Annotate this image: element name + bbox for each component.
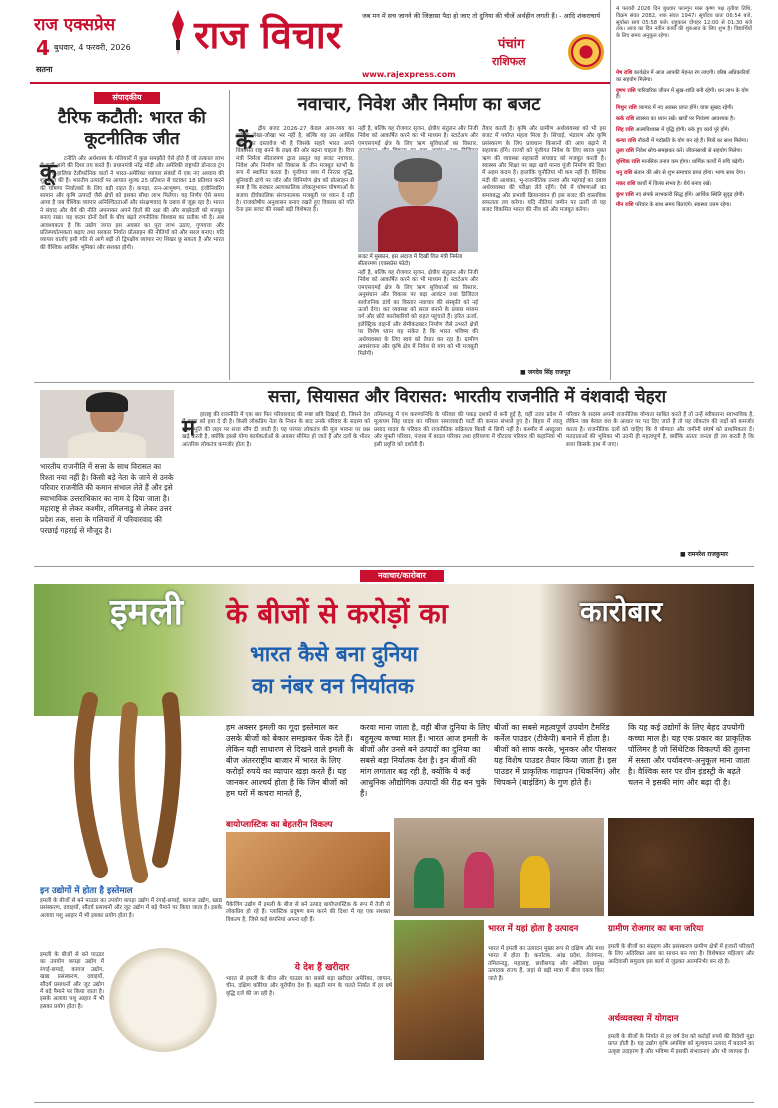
finance-minister-photo (358, 150, 478, 252)
rashifal-item: मिथुन राशि व्यापार में नए अवसर प्राप्त होंगे। यात्रा सुखद रहेगी। (616, 105, 734, 112)
politics-headline: सत्ता, सियासत और विरासत: भारतीय राजनीति में वंशवादी चेहरा (267, 387, 667, 407)
budget-column-2b: नहीं है, बल्कि यह रोजगार सृजन, क्षेत्रीय संतुलन और निजी निवेश को आकर्षित करने का भी माध्यम है। स्टार्टअप और एमएसएमई क्षेत्र के लिए ऋण सुविधाओं का विस्तार, अनुसंधान और विकास पर बढ़ा आवंटन तथा डिजिटल सार्वजनिक ढांचे का विस्तार नवाचार की संस्कृति को नई ऊर्जा देगा। कर व्यवस्था को सरल बनाने के प्रयास मध्यम वर्ग और छोटे कारोबारियों को राहत पहुंचाते हैं। हरित ऊर्जा, इलेक्ट्रिक वाहनों और सेमीकंडक्टर निर्माण जैसे उभरते क्षेत्रों पर विशेष ध्यान यह संकेत है कि भारत भविष्य की अर्थव्यवस्था के लिए स्वयं को तैयार कर रहा है। ग्रामीण अवसंरचना और कृषि क्षेत्र में निवेश से मांग को भी मजबूती मिलेगी। (358, 270, 478, 358)
rashifal-item: मकर राशि कार्यों में विलंब संभव है। धैर्य बनाए रखें। (616, 180, 712, 187)
politics-column-3: परिवार के सदस्य अपनी राजनीतिक योग्यता साबित करते हैं तो उन्हें स्वीकारना स्वाभाविक है, लेकिन जब केवल वंश के आधार पर पद दिए जाते हैं तो यह लोकतंत्र की जड़ों को कमजोर करता है। राजनीतिक दलों को चाहिए कि वे योग्यता और जमीनी संघर्ष को प्राथमिकता दें। मतदाताओं की भूमिका भी उतनी ही महत्वपूर्ण है, क्योंकि अंततः जनता ही तय करती है कि सत्ता किसके हाथ में जाए। (566, 412, 754, 448)
rashifal-item: वृश्चिक राशि मानसिक तनाव कम होगा। धार्मिक कार्यों में रुचि बढ़ेगी। (616, 159, 744, 166)
panchang-title: पंचांग (498, 37, 525, 52)
politics-author: ■ रामनरेश राजकुमार (680, 551, 728, 558)
panchang-subtitle: राशिफल (492, 55, 526, 68)
economy-text: इमली के बीजों के निर्यात से हर वर्ष देश को करोड़ों रुपये की विदेशी मुद्रा प्राप्त होती है। यह उद्योग कृषि अपशिष्ट को मूल्यवान उत्पाद में बदलने का उत्कृष्ट उदाहरण है और भविष्य में इसकी संभावनाएं और भी व्यापक हैं। (608, 1034, 754, 1055)
rural-title: ग्रामीण रोजगार का बना जरिया (608, 924, 704, 934)
business-subhead-1: भारत कैसे बना दुनिया (250, 641, 418, 666)
politics-column-1: हाराष्ट्र की राजनीति में एक बार फिर परिवारवाद की स्पष्ट छवि दिखाई दी, जिसने देश में बहस को हवा दे दी है। किसी लोकप्रिय नेता के निधन के बाद उनके परिवार के सदस्य को सहानुभूति की लहर पर सत्ता सौंप दी जाती है। यह परंपरा लोकतंत्र की मूल भावना पर प्रश्न खड़े करती है, क्योंकि इससे योग्य कार्यकर्ताओं के अवसर सीमित हो जाते हैं और दलों के भीतर आंतरिक लोकतंत्र कमजोर होता है। (182, 412, 370, 448)
pen-logo-icon (170, 10, 186, 56)
tamarind-powder-photo (108, 948, 218, 1052)
rashifal-item: कुंभ राशि नए संपर्क लाभकारी सिद्ध होंगे। आर्थिक स्थिति सुदृढ़ होगी। (616, 191, 745, 198)
editorial-tag: संपादकीय (94, 92, 160, 104)
header-quote: जब मन में सच जानने की जिज्ञासा पैदा हो जाए तो दुनिया की चीजें अर्थहीन लगती हैं। - आदि शंकराचार्य (362, 12, 601, 20)
business-headline-karobar: कारोबार (580, 595, 663, 628)
tamarind-seeds-photo (608, 818, 754, 916)
dateline: बुधवार, 4 फरवरी, 2026 (54, 43, 131, 52)
rashifal-item: धनु राशि संतान की ओर से शुभ समाचार प्राप्त होगा। भाग्य साथ देगा। (616, 169, 745, 176)
tamarind-paste-photo (226, 832, 390, 898)
politics-dropcap: म (182, 415, 196, 441)
politics-column-2: तमिलनाडु में एम करुणानिधि के परिवार की पकड़ दशकों से बनी हुई है, वहीं उत्तर प्रदेश में मुलायम सिंह यादव का परिवार समाजवादी पार्टी की कमान संभाले हुए है। बिहार में लालू प्रसाद यादव के परिवार की राजनीतिक सक्रियता किसी से छिपी नहीं है। कश्मीर में अब्दुल्ला और मुफ्ती परिवार, पंजाब में बादल परिवार तथा हरियाणा में चौटाला परिवार की कहानियां भी इसी प्रवृत्ति को दर्शाती हैं। (374, 412, 562, 448)
women-workers-photo (394, 818, 604, 916)
industries-title: इन उद्योगों में होता है इस्तेमाल (40, 886, 133, 896)
editorial-headline: टैरिफ कटौती: भारत की कूटनीतिक जीत (58, 108, 206, 149)
city-name: सतना (36, 65, 53, 74)
buyers-title: ये देश हैं खरीदार (294, 963, 350, 973)
budget-column-2: नहीं है, बल्कि यह रोजगार सृजन, क्षेत्रीय संतुलन और निजी निवेश को आकर्षित करने का भी माध्यम है। स्टार्टअप और एमएसएमई क्षेत्र के लिए ऋण सुविधाओं का विस्तार, (358, 126, 478, 147)
tamarind-pods-closeup-photo (394, 920, 484, 1060)
budget-dropcap: कें (236, 129, 253, 155)
page-number: 4 (36, 36, 50, 60)
rashifal-item: तुला राशि निवेश सोच-समझकर करें। जीवनसाथी से सहयोग मिलेगा। (616, 148, 743, 155)
business-headline-imli: इमली (110, 591, 183, 633)
rashifal-item: मेष राशि कार्यक्षेत्र में आज आपकी मेहनत रंग लाएगी। वरिष्ठ अधिकारियों का सहयोग मिलेगा। (616, 70, 750, 83)
politician-photo (40, 390, 174, 458)
rashifal-intro: 4 फरवरी 2026 दिन बुधवार फाल्गुन मास कृष्ण पक्ष तृतीया तिथि, विक्रम संवत 2082, शक संवत 1947। सूर्योदय प्रातः 06:54 बजे, सूर्यास्त सायं 05:58 बजे। राहुकाल दोपहर 12:00 से 01:30 बजे तक। आज का दिन नवीन कार्यों की शुरुआत के लिए शुभ है। विद्यार्थियों के लिए समय अनुकूल रहेगा। (616, 6, 752, 40)
politics-pullquote: भारतीय राजनीति में सत्ता के साथ विरासत का रिश्ता नया नहीं है। किसी बड़े नेता के जाने से उनके परिवार राजनीति की कमान संभाल लेते हैं और इसे स्वाभाविक उत्तराधिकार का नाम दे दिया जाता है। महाराष्ट्र से लेकर कश्मीर, तमिलनाडु से लेकर उत्तर प्रदेश तक, सत्ता के गलियारों में परिवारवाद की परछाई गहराई से मौजूद है। (40, 462, 174, 535)
editorial-body: टनीति और अर्थशास्त्र के गलियारों में कुछ समझौते ऐसे होते हैं जो तत्काल लाभ से कहीं आगे की दिशा तय करते हैं। प्रधानमंत्री नरेंद्र मोदी और अमेरिकी राष्ट्रपति डोनाल्ड ट्रंप के बीच हालिया टेलीफोनिक वार्ता ने भारत-अमेरिका व्यापार संबंधों में एक नए अध्याय की शुरुआत की है। भारतीय उत्पादों पर आयात शुल्क 25 प्रतिशत से घटाकर 18 प्रतिशत करने की घोषणा निर्यातकों के लिए बड़ी राहत है। कपड़ा, रत्न-आभूषण, चमड़ा, इंजीनियरिंग सामान और कृषि उत्पादों जैसे क्षेत्रों को इसका सीधा लाभ मिलेगा। यह निर्णय ऐसे समय आया है जब वैश्विक व्यापार अनिश्चितताओं और संरक्षणवाद के दबाव से जूझ रहा है। भारत ने संवाद और धैर्य की नीति अपनाकर अपने हितों की रक्षा की और साझेदारी को मजबूत बनाए रखा। यह कदम दोनों देशों के बीच बढ़ते रणनीतिक विश्वास का प्रतीक भी है। अब आवश्यकता है कि उद्योग जगत इस अवसर का पूरा लाभ उठाए, गुणवत्ता और प्रतिस्पर्धात्मकता बढ़ाए तथा सरकार निर्यात प्रोत्साहन की नीतियों को और सरल बनाए। यदि व्यापार वार्ताएं इसी गति से आगे बढ़ीं तो द्विपक्षीय व्यापार नए शिखर छू सकता है और भारत की वैश्विक आर्थिक भूमिका और सशक्त होगी। (40, 156, 224, 251)
bioplastic-title: बायोप्लास्टिक का बेहतरीन विकल्प (226, 820, 333, 830)
budget-column-1: द्रीय बजट 2026-27 केवल आय-व्यय का वार्षिक लेखा-जोखा भर नहीं है, बल्कि यह उस आर्थिक दर्शन का दस्तावेज भी है जिसके सहारे भारत अपने विकसित राष्ट्र बनने के लक्ष्य की ओर बढ़ना चाहता है। वित्त मंत्री निर्मला सीतारमण द्वारा प्रस्तुत यह बजट नवाचार, निवेश और निर्माण को विकास के तीन मजबूत स्तंभों के रूप में स्थापित करता है। पूंजीगत व्यय में निरंतर वृद्धि, बुनियादी ढांचे पर जोर और विनिर्माण क्षेत्र को प्रोत्साहन से स्पष्ट है कि सरकार अल्पकालिक लोकलुभावन घोषणाओं के बजाय दीर्घकालिक संरचनात्मक मजबूती पर ध्यान दे रही है। राजकोषीय अनुशासन बनाए रखते हुए विकास को गति देना इस बजट की सबसे बड़ी विशेषता है। (236, 126, 354, 214)
industries-text-cont: इमली के बीजों से बने पाउडर का उपयोग कपड़ा उद्योग में रंगाई-छपाई, कागज उद्योग, खाद्य प्रसंस्करण, दवाइयों, सौंदर्य प्रसाधनों और जूट उद्योग में बड़े पैमाने पर किया जाता है। इसके अलावा पशु आहार में भी इसका प्रयोग होता है। (40, 952, 104, 1010)
business-tag: नवाचार/कारोबार (360, 570, 444, 582)
publication-name: राज एक्सप्रेस (34, 15, 116, 35)
business-column-3: बीजों का सबसे महत्वपूर्ण उपयोग टैमरिंड कर्नेल पाउडर (टीकेपी) बनाने में होता है। बीजों को साफ करके, भूनकर और पीसकर यह विशेष पाउडर तैयार किया जाता है। इस पाउडर में प्राकृतिक गाढ़ापन (थिकनिंग) और चिपकने (बाइंडिंग) के गुण होते हैं। (494, 723, 620, 787)
rashifal-item: वृषभ राशि पारिवारिक जीवन में सुख-शांति बनी रहेगी। धन लाभ के योग हैं। (616, 87, 749, 101)
rashifal-list (616, 70, 752, 213)
business-column-2: करवा माना जाता है, वही बीज दुनिया के लिए बहुमूल्य कच्चा माल हैं। भारत आज इमली के बीजों और उनसे बने उत्पादों का दुनिया का सबसे बड़ा निर्यातक देश है। इन बीजों की मांग लगातार बढ़ रही है, क्योंकि ये कई आधुनिक औद्योगिक उत्पादों की रीढ़ बन चुके हैं। (360, 723, 490, 798)
economy-title: अर्थव्यवस्था में योगदान (608, 1014, 679, 1024)
business-headline-main: के बीजों से करोड़ों का (226, 597, 448, 630)
production-title: भारत में यहां होता है उत्पादन (488, 924, 579, 934)
section-title: राज विचार (194, 12, 342, 57)
website-url: www.rajexpress.com (362, 70, 456, 79)
business-column-4: कि यह कई उद्योगों के लिए बेहद उपयोगी कच्चा माल है। यह एक प्रकार का प्राकृतिक पॉलिमर है जो सिंथेटिक विकल्पों की तुलना में सस्ता और पर्यावरण-अनुकूल माना जाता है। वैश्विक स्तर पर ग्रीन इंडस्ट्री के बढ़ते चलन ने इसकी मांग और बढ़ा दी है। (628, 723, 751, 787)
buyers-text: भारत से इमली के बीज और पाउडर का सबसे बड़ा खरीदार अमेरिका, जापान, चीन, दक्षिण कोरिया और यूरोपीय देश हैं। बढ़ती मांग के चलते निर्यात में हर वर्ष वृद्धि दर्ज की जा रही है। (226, 976, 392, 997)
editorial-dropcap: कू (40, 159, 57, 185)
rural-text: इमली के बीजों का संग्रहण और प्रसंस्करण ग्रामीण क्षेत्रों में हजारों परिवारों के लिए अतिरिक्त आय का साधन बन गया है। विशेषकर महिलाएं और आदिवासी समुदाय इस कार्य से जुड़कर आत्मनिर्भर बन रहे हैं। (608, 944, 754, 965)
bioplastic-text: पैकेजिंग उद्योग में इमली के बीज से बने उत्पाद बायोप्लास्टिक के रूप में तेजी से लोकप्रिय हो रहे हैं। प्लास्टिक प्रदूषण कम करने की दिशा में यह एक सशक्त विकल्प है, जिसे कई कंपनियां अपना रही हैं। (226, 902, 390, 923)
zodiac-wheel-icon (568, 34, 604, 70)
budget-column-3: तैयार करती है। कृषि और ग्रामीण अर्थव्यवस्था को भी इस बजट में पर्याप्त महत्व मिला है। सिंचाई, भंडारण और कृषि प्रसंस्करण के लिए प्रावधान किसानों की आय बढ़ाने में सहायक होंगे। राज्यों को पूंजीगत निवेश के लिए ब्याज मुक्त ऋण की व्यवस्था सहकारी संघवाद को मजबूत करती है। स्वास्थ्य और शिक्षा पर बढ़ा खर्च मानव पूंजी निर्माण की दिशा में अहम कदम है। हालांकि चुनौतियां भी कम नहीं हैं। वैश्विक मंदी की आशंका, भू-राजनीतिक तनाव और महंगाई का दबाव अर्थव्यवस्था की परीक्षा लेते रहेंगे। ऐसे में घोषणाओं का समयबद्ध और प्रभावी क्रियान्वयन ही इस बजट की वास्तविक सफलता तय करेगा। यदि नीतियां जमीन पर उतरीं तो यह बजट विकसित भारत की नींव को और मजबूत करेगा। (482, 126, 606, 214)
business-subhead-2: का नंबर वन निर्यातक (252, 673, 414, 698)
budget-headline: नवाचार, निवेश और निर्माण का बजट (297, 94, 541, 115)
rashifal-item: कन्या राशि नौकरी में पदोन्नति के योग बन रहे हैं। मित्रों का साथ मिलेगा। (616, 137, 748, 144)
rashifal-item: सिंह राशि आत्मविश्वास में वृद्धि होगी। रुके हुए कार्य पूरे होंगे। (616, 126, 730, 133)
business-column-1: हम अक्सर इमली का गूदा इस्तेमाल कर उसके बीजों को बेकार समझकर फेंक देते हैं। लेकिन यही साधारण से दिखने वाले इमली के बीज अंतरराष्ट्रीय बाजार में भारत के लिए करोड़ों रुपये का व्यापार खड़ा करते हैं। यह जानकर आश्चर्य होता है कि जिन बीजों को हम घरों में कचरा मानते हैं, (226, 723, 354, 798)
tamarind-pods-icon (60, 700, 210, 880)
rashifal-item: मीन राशि परिवार के साथ समय बिताएंगे। स्वास्थ्य उत्तम रहेगा। (616, 202, 732, 209)
budget-photo-caption: बजट में मुस्कान, इस अंदाज में दिखीं वित्त मंत्री निर्मला सीतारमण (एक्सप्रेस फोटो) (358, 254, 463, 267)
production-text: भारत में इमली का उत्पादन मुख्य रूप से दक्षिण और मध्य भारत में होता है। कर्नाटक, आंध्र प्रदेश, तेलंगाना, तमिलनाडु, महाराष्ट्र, छत्तीसगढ़ और ओडिशा प्रमुख उत्पादक राज्य हैं, जहां से बड़ी मात्रा में बीज एकत्र किए जाते हैं। (488, 946, 604, 982)
industries-text: इमली के बीजों से बने पाउडर का उपयोग कपड़ा उद्योग में रंगाई-छपाई, कागज उद्योग, खाद्य प्रसंस्करण, दवाइयों, सौंदर्य प्रसाधनों और जूट उद्योग में बड़े पैमाने पर किया जाता है। इसके अलावा पशु आहार में भी इसका प्रयोग होता है। (40, 898, 222, 919)
budget-author: ■ जगदेव सिंह राजपूत (520, 369, 571, 376)
rashifal-item: कर्क राशि स्वास्थ्य का ध्यान रखें। खर्चों पर नियंत्रण आवश्यक है। (616, 115, 735, 122)
